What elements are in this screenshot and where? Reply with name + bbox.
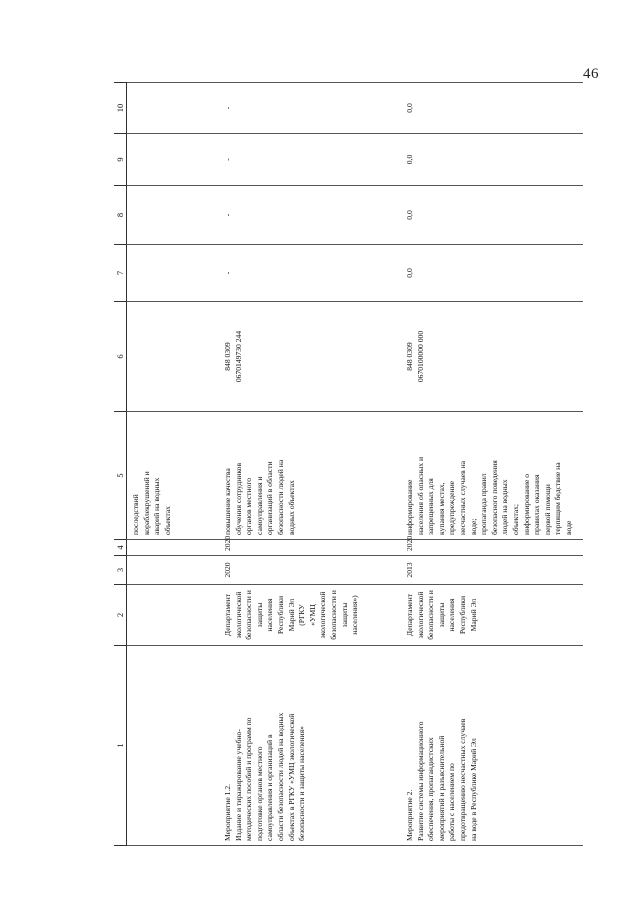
cell-line: предотвращению несчастных случаев	[457, 718, 467, 841]
cell-line: защиты	[339, 602, 349, 628]
table-cell-col-7: -	[219, 245, 401, 302]
cell-line: экологической	[415, 591, 425, 639]
cell-line: Мероприятие 2.	[405, 789, 414, 841]
cell-line: самоуправления и организаций в	[265, 734, 275, 841]
cell-line: последствий	[131, 494, 140, 535]
cell-line: аварий на водных	[152, 477, 162, 535]
header-row	[114, 83, 127, 846]
table-cell-col-7: 0,0	[401, 245, 583, 302]
table-cell-col-9: -	[219, 134, 401, 186]
rotated-table-container	[114, 83, 592, 846]
table-cell-col-8: 0,0	[401, 186, 583, 245]
table-cell-col-5	[401, 412, 583, 540]
cell-line: экологической	[233, 591, 243, 639]
cell-line: первой помощи	[542, 484, 552, 535]
table-cell-col-10	[127, 83, 220, 134]
table-cell-col-6	[219, 302, 401, 412]
cell-line: населения	[265, 598, 275, 632]
header-col-2: 2	[114, 585, 127, 646]
cell-line: безопасного поведения	[489, 460, 499, 535]
table-cell-col-2	[127, 585, 220, 646]
cell-line: органов местного	[244, 477, 254, 535]
cell-line: области безопасности людей на водных	[275, 712, 285, 841]
cell-line: на воде в Республике Марий Эл	[468, 738, 478, 841]
cell-line: несчастных случаев на	[457, 460, 467, 535]
table-cell-col-4: 2020	[219, 540, 401, 556]
table-cell-col-4: 2020	[401, 540, 583, 556]
table-cell-col-2	[219, 585, 401, 646]
cell-line: Развитие системы информационного	[415, 721, 425, 841]
table-cell-col-9	[127, 134, 220, 186]
table-row	[219, 83, 401, 846]
cell-line: экологической	[318, 591, 328, 639]
table-cell-col-6	[401, 302, 583, 412]
header-col-4: 4	[114, 540, 127, 556]
table-cell-col-8	[127, 186, 220, 245]
cell-line: купания местах,	[436, 482, 446, 535]
table-cell-col-2	[401, 585, 583, 646]
table-cell-col-1	[401, 646, 583, 846]
table-cell-col-1	[127, 646, 220, 846]
cell-line: запрещенных для	[426, 478, 436, 535]
cell-line: методических пособий и программ по	[244, 717, 254, 841]
table-cell-col-5	[219, 412, 401, 540]
table-cell-col-3	[127, 556, 220, 585]
cell-line: безопасности и защиты населения»	[297, 726, 307, 841]
cell-line: безопасности и	[244, 590, 254, 640]
cell-line: Республики	[275, 595, 285, 635]
cell-line: защиты	[436, 602, 446, 628]
cell-line: 848 0309	[223, 342, 232, 371]
table-cell-col-3: 2020	[219, 556, 401, 585]
cell-line: правилах оказания	[532, 474, 542, 535]
cell-line: объектах в РГКУ «УМЦ экологической	[286, 713, 296, 841]
cell-line: информирование о	[521, 473, 531, 535]
cell-line: работы с населением по	[447, 763, 457, 841]
table-cell-col-4	[127, 540, 220, 556]
page-number: 46	[583, 66, 599, 82]
cell-line: кораблекрушений и	[141, 471, 151, 535]
cell-line: самоуправления и	[254, 476, 264, 535]
table-cell-col-8: -	[219, 186, 401, 245]
cell-line: Департамент	[405, 593, 414, 637]
cell-line: людей на водных	[500, 479, 510, 535]
cell-line: воде	[563, 520, 573, 535]
table-cell-col-9: 0,0	[401, 134, 583, 186]
header-col-6: 6	[114, 302, 127, 412]
table-cell-col-6	[127, 302, 220, 412]
cell-line: подготовке органов местного	[254, 746, 264, 841]
cell-line: населения об опасных и	[415, 456, 425, 535]
cell-line: предупреждение	[447, 480, 457, 535]
cell-line: воде;	[468, 518, 478, 535]
program-table	[114, 82, 583, 846]
header-col-3: 3	[114, 556, 127, 585]
cell-line: 0670149730 244	[233, 330, 243, 383]
cell-line: населения»)	[350, 595, 360, 635]
cell-line: безопасности и	[426, 590, 436, 640]
cell-line: Республики	[457, 595, 467, 635]
cell-line: населения	[447, 598, 457, 632]
table-cell-col-10: 0,0	[401, 83, 583, 134]
cell-line: Департамент	[223, 593, 232, 637]
header-col-7: 7	[114, 245, 127, 302]
cell-line: информирование	[405, 479, 414, 535]
header-col-8: 8	[114, 186, 127, 245]
cell-line: обеспечения, пропагандистских	[426, 737, 436, 841]
cell-line: объектах;	[510, 503, 520, 535]
cell-line: Марий Эл (РГКУ	[286, 598, 307, 632]
cell-line: организаций в области	[265, 461, 275, 535]
table-row	[127, 83, 220, 846]
table-row	[401, 83, 583, 846]
header-col-9: 9	[114, 134, 127, 186]
header-col-1: 1	[114, 646, 127, 846]
cell-line: безопасности и	[328, 590, 338, 640]
header-col-5: 5	[114, 412, 127, 540]
cell-line: повышение качества	[223, 468, 232, 535]
cell-line: 848 0309	[405, 342, 414, 371]
cell-line: водных объектах	[286, 480, 296, 535]
cell-line: Мероприятие 1.2.	[223, 783, 232, 841]
cell-line: 0670100000 000	[415, 330, 425, 383]
cell-line: обучения сотрудников	[233, 462, 243, 535]
cell-line: защиты	[254, 602, 264, 628]
table-cell-col-1	[219, 646, 401, 846]
cell-line: мероприятий и разъяснительной	[436, 735, 446, 841]
cell-line: Издание и тиражирование учебно-	[233, 729, 243, 841]
cell-line: терпящим бедствие на	[553, 462, 563, 535]
table-cell-col-10: -	[219, 83, 401, 134]
table-cell-col-3: 2013	[401, 556, 583, 585]
cell-line: безопасности людей на	[275, 459, 285, 535]
cell-line: «УМЦ	[307, 604, 317, 626]
table-cell-col-7	[127, 245, 220, 302]
header-col-10: 10	[114, 83, 127, 134]
cell-line: объектах	[162, 506, 172, 535]
cell-line: пропаганда правил	[479, 473, 489, 535]
table-cell-col-5	[127, 412, 220, 540]
cell-line: Марий Эл	[468, 598, 478, 632]
